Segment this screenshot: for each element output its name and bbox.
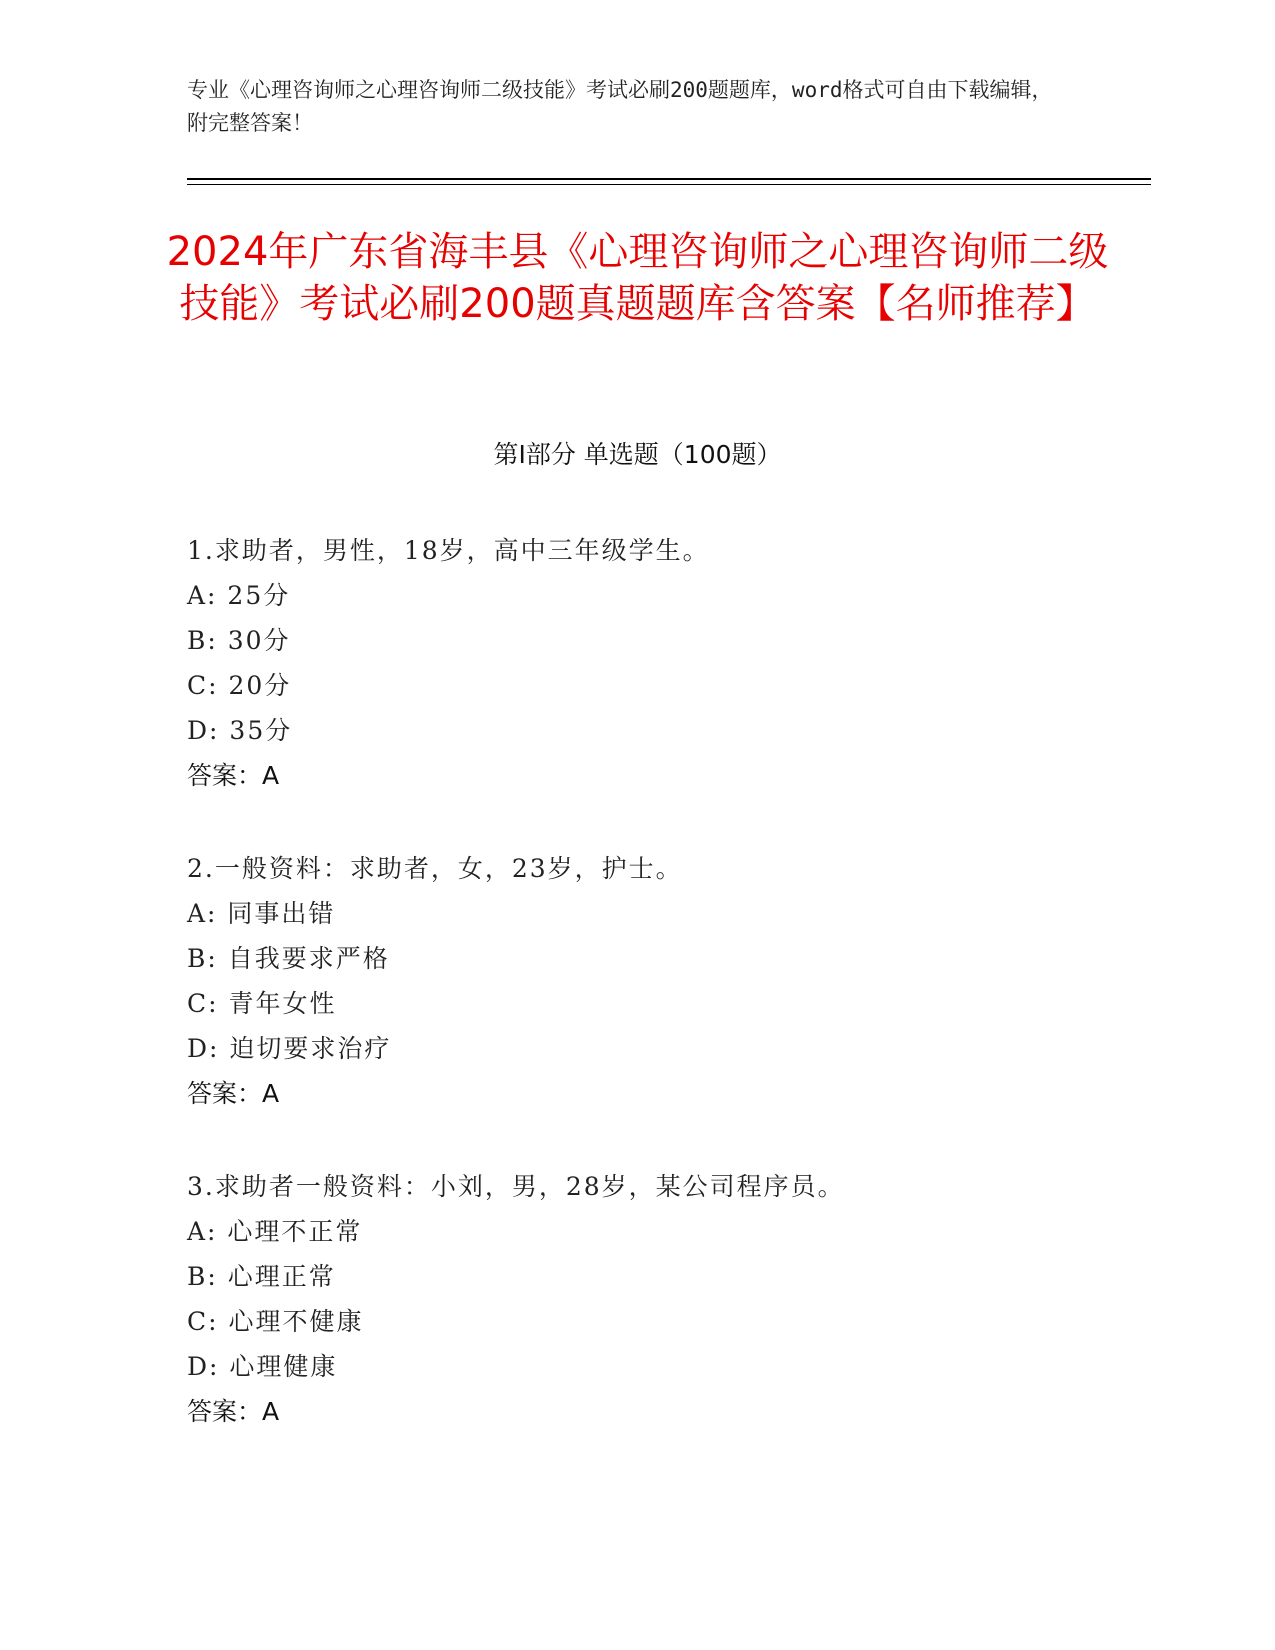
option-c: C: 青年女性 <box>187 989 337 1018</box>
option-d: D: 迫切要求治疗 <box>187 1034 392 1063</box>
option-c: C: 心理不健康 <box>187 1307 364 1336</box>
header-divider-thin <box>187 184 1151 185</box>
question-3 <box>187 1164 1147 1434</box>
option-a: A: 心理不正常 <box>187 1217 363 1246</box>
question-stem: 2.一般资料：求助者，女，23岁，护士。 <box>187 854 683 883</box>
option-a: A: 25分 <box>187 581 291 610</box>
option-a: A: 同事出错 <box>187 899 336 928</box>
question-stem: 1.求助者，男性，18岁，高中三年级学生。 <box>187 536 710 565</box>
option-c: C: 20分 <box>187 671 292 700</box>
question-2 <box>187 846 1147 1116</box>
option-d: D: 心理健康 <box>187 1352 338 1381</box>
option-b: B: 自我要求严格 <box>187 944 390 973</box>
document-title: 2024年广东省海丰县《心理咨询师之心理咨询师二级技能》考试必刷200题真题题库含答案【名师推荐】 <box>166 229 1109 327</box>
answer-line: 答案：A <box>187 1079 280 1108</box>
header-divider-thick <box>187 178 1151 180</box>
question-stem: 3.求助者一般资料：小刘，男，28岁，某公司程序员。 <box>187 1172 845 1201</box>
option-d: D: 35分 <box>187 716 293 745</box>
option-b: B: 心理正常 <box>187 1262 336 1291</box>
header-note: 专业《心理咨询师之心理咨询师二级技能》考试必刷200题题库，word格式可自由下载编辑，附完整答案！ <box>187 78 1053 135</box>
option-b: B: 30分 <box>187 626 291 655</box>
answer-line: 答案：A <box>187 1397 280 1426</box>
section-heading: 第I部分 单选题（100题） <box>493 440 782 469</box>
question-1 <box>187 528 1147 798</box>
answer-line: 答案：A <box>187 761 280 790</box>
